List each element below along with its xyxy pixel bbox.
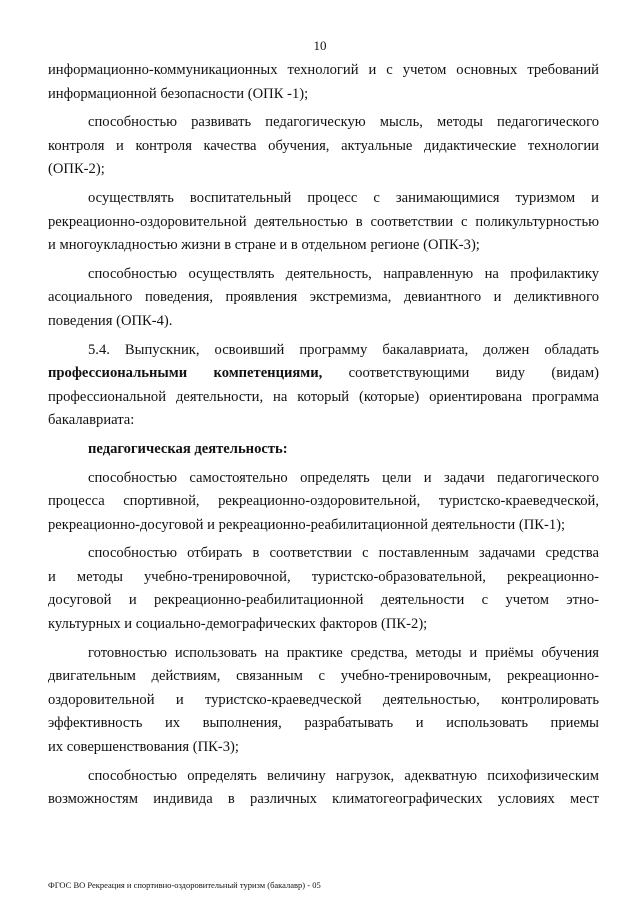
text-fragment: соответствующими виду (видам) [348, 365, 599, 382]
paragraph-line [48, 362, 599, 386]
paragraph-line: информационно-коммуникационных технологий и с учетом основных требований [48, 62, 599, 78]
bold-term: профессиональными компетенциями, [48, 365, 323, 382]
paragraph-line: способностью осуществлять деятельность, направленную на профилактику [88, 265, 599, 282]
paragraph-line: эффективность их выполнения, разрабатывать и использовать приемы [48, 715, 599, 732]
paragraph-line: контроля и контроля качества обучения, актуальные дидактические технологии [48, 137, 599, 154]
paragraph-line: оздоровительной и туристско-краеведческой деятельностью, контролировать [48, 691, 599, 708]
paragraph-line: поведения (ОПК-4). [48, 312, 173, 329]
footer-caption: ФГОС ВО Рекреация и спортивно-оздоровительный туризм (бакалавр) - 05 [48, 880, 321, 890]
page-number: 10 [313, 38, 327, 53]
paragraph-line: информационной безопасности (ОПК -1); [48, 85, 309, 102]
paragraph-line: процесса спортивной, рекреационно-оздоровительной, туристско-краеведческой, [48, 493, 599, 510]
paragraph-line: рекреационно-досуговой и рекреационно-реабилитационной деятельности (ПК-1); [48, 516, 566, 533]
paragraph-line: их совершенствования (ПК-3); [48, 739, 239, 756]
paragraph-line: (ОПК-2); [48, 161, 105, 178]
paragraph-group [48, 59, 599, 362]
paragraph-line: осуществлять воспитательный процесс с занимающимися туризмом и [88, 189, 599, 206]
section-heading: педагогическая деятельность: [88, 440, 288, 457]
paragraph-line: профессиональной деятельности, на который (которые) ориентирована программа [48, 388, 599, 405]
paragraph-line: бакалавриата: [48, 412, 135, 429]
paragraph-line: и методы учебно-тренировочной, туристско-образовательной, рекреационно- [48, 568, 599, 585]
paragraph-line: возможностям индивида в различных климатогеографических условиях мест [48, 791, 599, 808]
paragraph-group [48, 467, 599, 812]
paragraph-line: и многоукладностью жизни в стране и в отдельном регионе (ОПК-3); [48, 237, 480, 254]
page-body [48, 59, 599, 812]
paragraph-line: асоциального поведения, проявления экстремизма, девиантного и деликтивного [48, 289, 599, 306]
paragraph-line: способностью развивать педагогическую мысль, методы педагогического [88, 114, 599, 131]
paragraph-line: способностью самостоятельно определять цели и задачи педагогического [88, 469, 599, 486]
paragraph-line: рекреационно-оздоровительной деятельностью в соответствии с поликультурностью [48, 213, 599, 230]
paragraph-line: досуговой и рекреационно-реабилитационной деятельности с учетом этно- [48, 592, 599, 609]
paragraph-line: двигательным действиям, связанным с учебно-тренировочным, рекреационно- [48, 668, 599, 685]
paragraph-line: способностью определять величину нагрузок, адекватную психофизическим [88, 767, 599, 784]
paragraph-line: способностью отбирать в соответствии с поставленным задачами средства [88, 545, 599, 562]
paragraph-line: готовностью использовать на практике средства, методы и приёмы обучения [88, 644, 599, 661]
paragraph-line: 5.4. Выпускник, освоивший программу бакалавриата, должен обладать [88, 341, 599, 358]
paragraph-line: культурных и социально-демографических факторов (ПК-2); [48, 616, 428, 633]
